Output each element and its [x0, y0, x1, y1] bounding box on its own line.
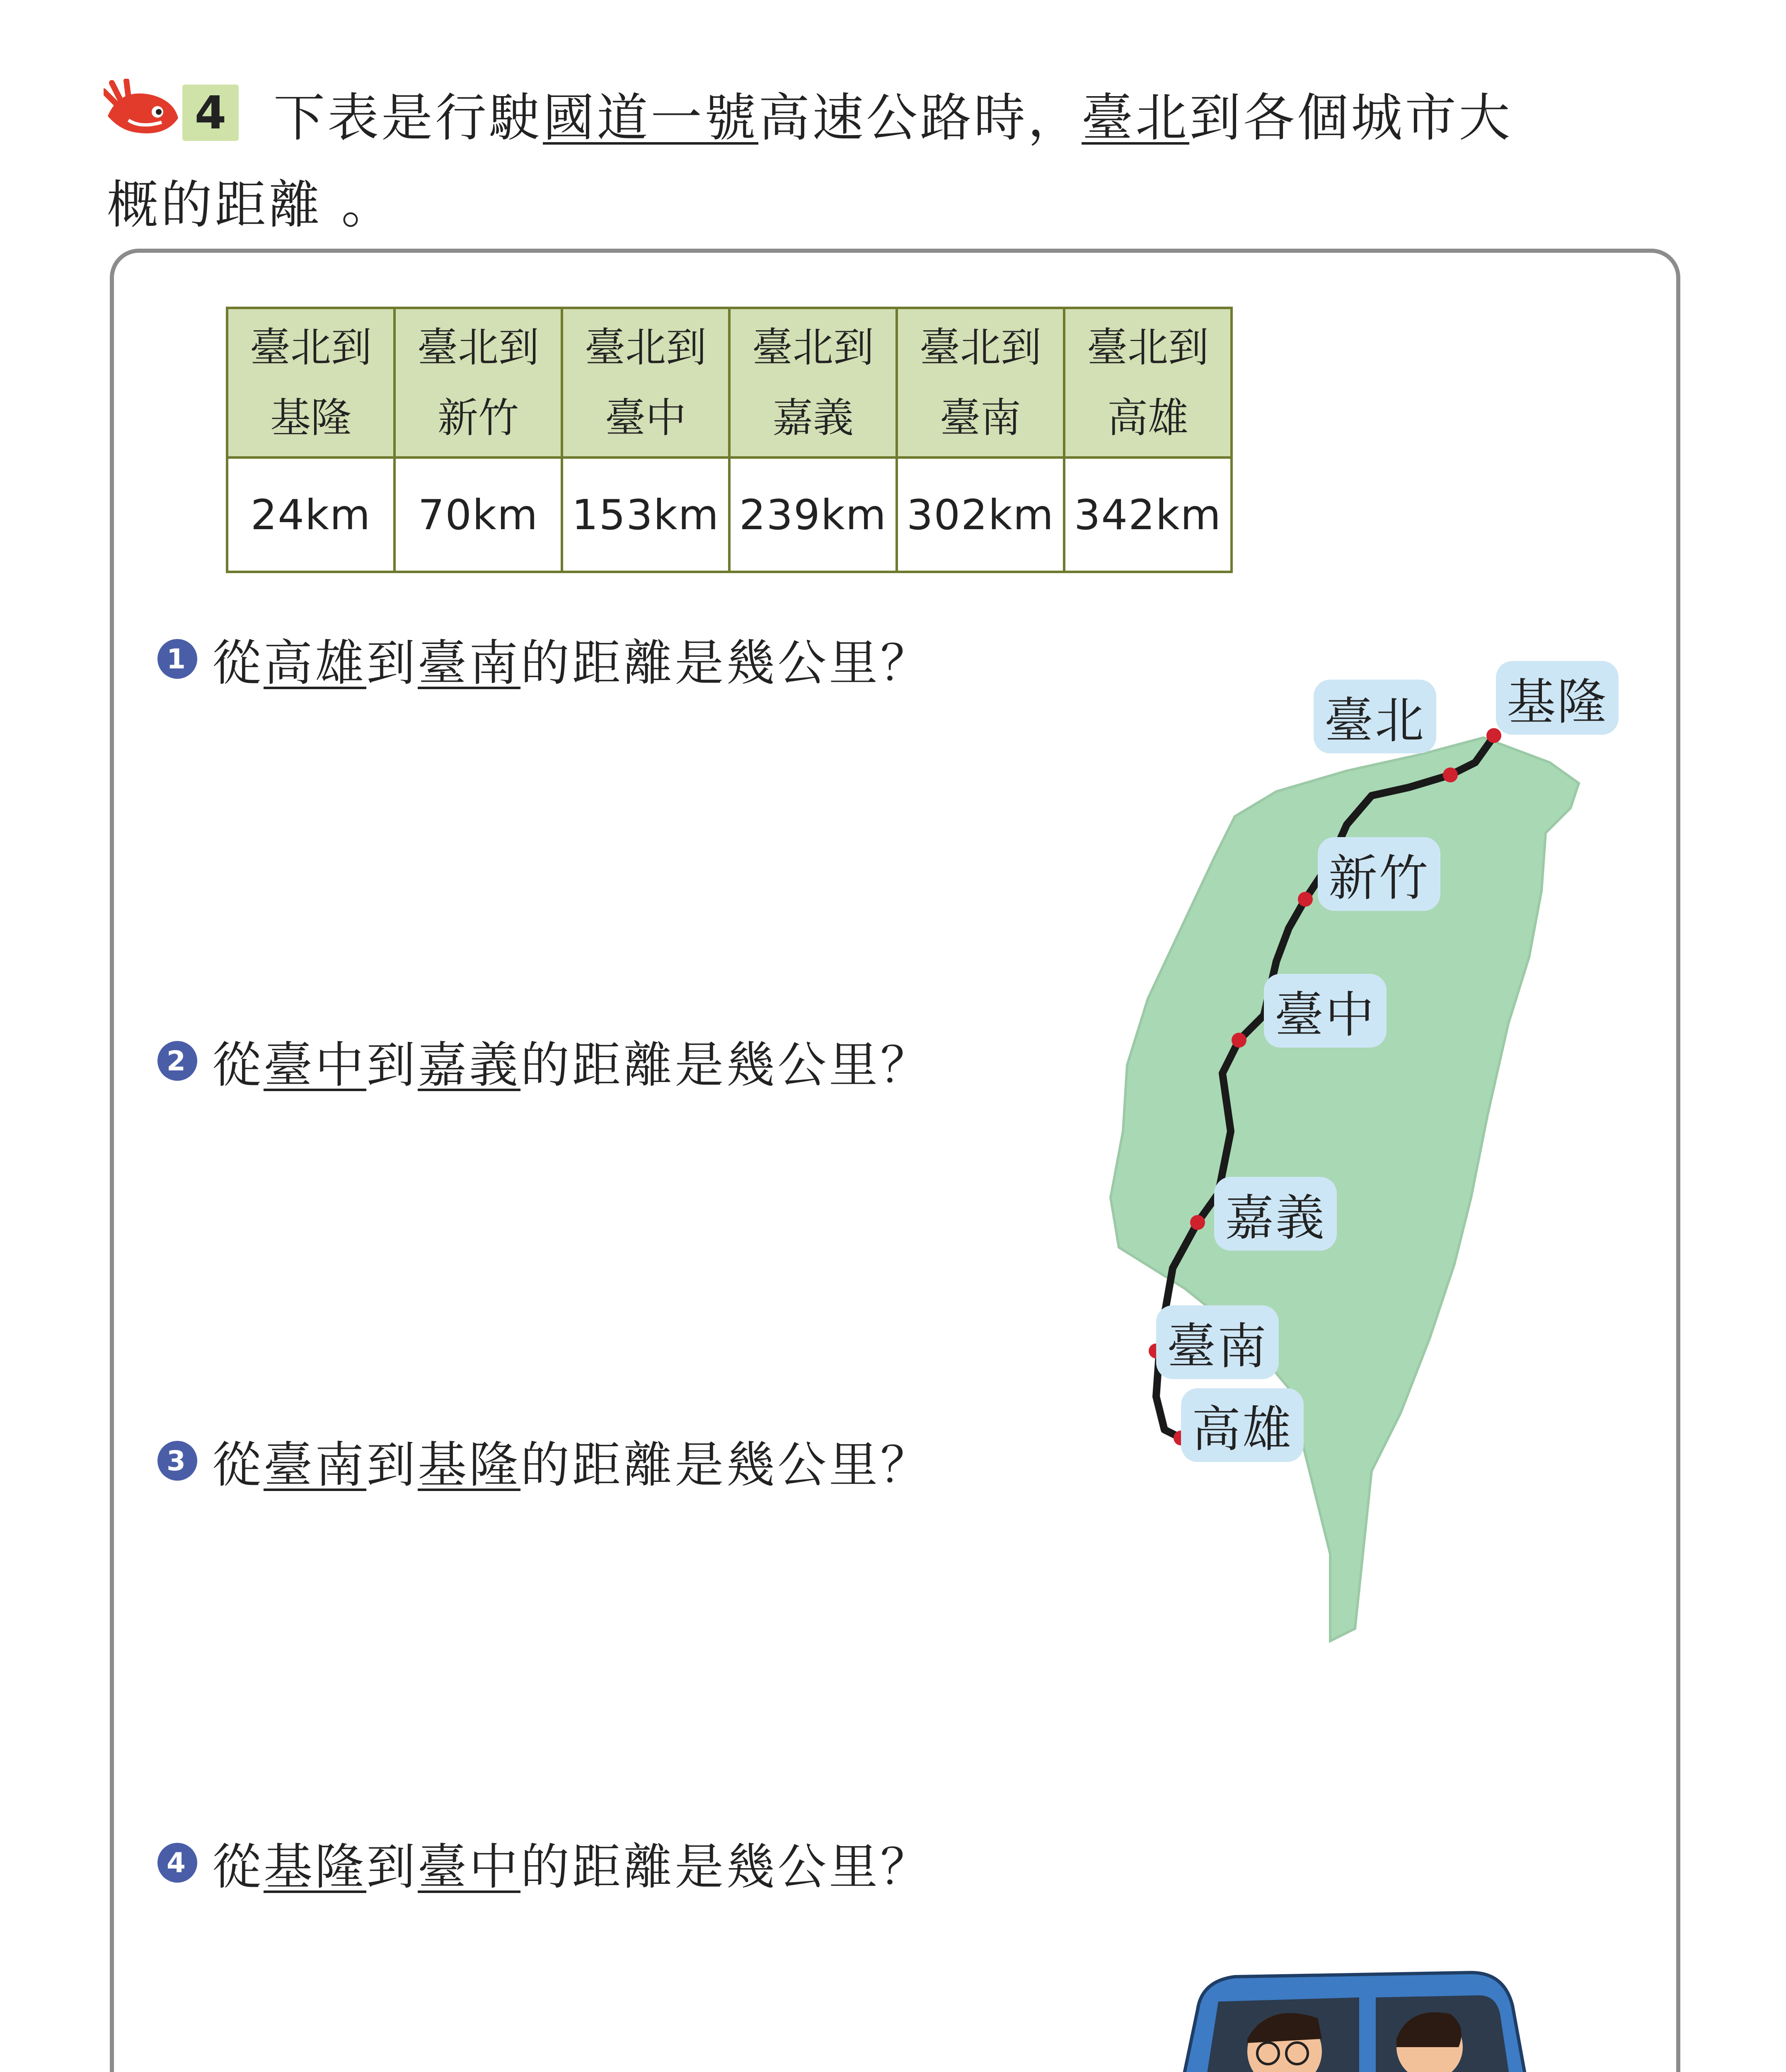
- header-hsinchu: 臺北到 新竹: [394, 308, 562, 457]
- fish-mascot-icon: [104, 79, 186, 149]
- header-taichung: 臺北到 臺中: [562, 308, 729, 457]
- car-illustration: [1003, 1948, 1616, 2072]
- header-kaohsiung: 臺北到 高雄: [1064, 308, 1232, 457]
- title-taipei: 臺北: [1082, 88, 1190, 148]
- city-label-tainan: 臺南: [1156, 1305, 1279, 1379]
- value-taichung: 153km: [562, 457, 729, 572]
- question-3: 3 從 臺南 到 基隆 的距離是幾公里？: [157, 1426, 932, 1496]
- city-label-taichung: 臺中: [1264, 974, 1387, 1048]
- question-4: 4 從 基隆 到 臺中 的距離是幾公里？: [157, 1828, 932, 1898]
- problem-title-line2: 概的距離 。: [107, 175, 395, 235]
- stop-keelung: [1486, 728, 1501, 743]
- city-label-taipei: 臺北: [1314, 680, 1436, 753]
- problem-badge: [104, 79, 286, 149]
- question-number: 1: [157, 639, 197, 679]
- table-row: [227, 457, 1232, 572]
- question-2: 2 從 臺中 到 嘉義 的距離是幾公里？: [157, 1026, 932, 1096]
- title-text: 到各個城市大: [1189, 88, 1513, 148]
- stop-taichung: [1232, 1033, 1246, 1048]
- distance-table: [226, 307, 1233, 573]
- question-number: 4: [157, 1843, 197, 1883]
- header-tainan: 臺北到 臺南: [897, 308, 1064, 457]
- question-number: 2: [157, 1041, 197, 1081]
- header-keelung: 臺北到 基隆: [227, 308, 394, 457]
- taiwan-map: [1057, 659, 1678, 1678]
- table-header-row: [227, 308, 1232, 457]
- city-label-keelung: 基隆: [1496, 661, 1619, 735]
- title-highway: 國道一號: [543, 88, 759, 148]
- city-label-hsinchu: 新竹: [1318, 837, 1440, 911]
- title-text: 下表是行駛: [273, 88, 543, 148]
- car-icon: [1003, 1948, 1616, 2072]
- value-keelung: 24km: [227, 457, 394, 572]
- problem-number: 4: [182, 85, 239, 141]
- stop-taipei: [1443, 767, 1458, 782]
- header-chiayi: 臺北到 嘉義: [729, 308, 897, 457]
- taiwan-island-icon: [1057, 659, 1678, 1678]
- value-hsinchu: 70km: [394, 457, 562, 572]
- city-label-chiayi: 嘉義: [1214, 1177, 1337, 1251]
- question-1: 1 從 高雄 到 臺南 的距離是幾公里？: [157, 624, 932, 694]
- problem-title-line1: [273, 77, 1513, 150]
- stop-hsinchu: [1298, 892, 1313, 907]
- value-chiayi: 239km: [729, 457, 897, 572]
- city-label-kaohsiung: 高雄: [1181, 1388, 1304, 1462]
- title-text: 高速公路時，: [758, 88, 1082, 148]
- question-number: 3: [157, 1441, 197, 1481]
- value-tainan: 302km: [897, 457, 1064, 572]
- stop-chiayi: [1190, 1215, 1205, 1230]
- value-kaohsiung: 342km: [1064, 457, 1232, 572]
